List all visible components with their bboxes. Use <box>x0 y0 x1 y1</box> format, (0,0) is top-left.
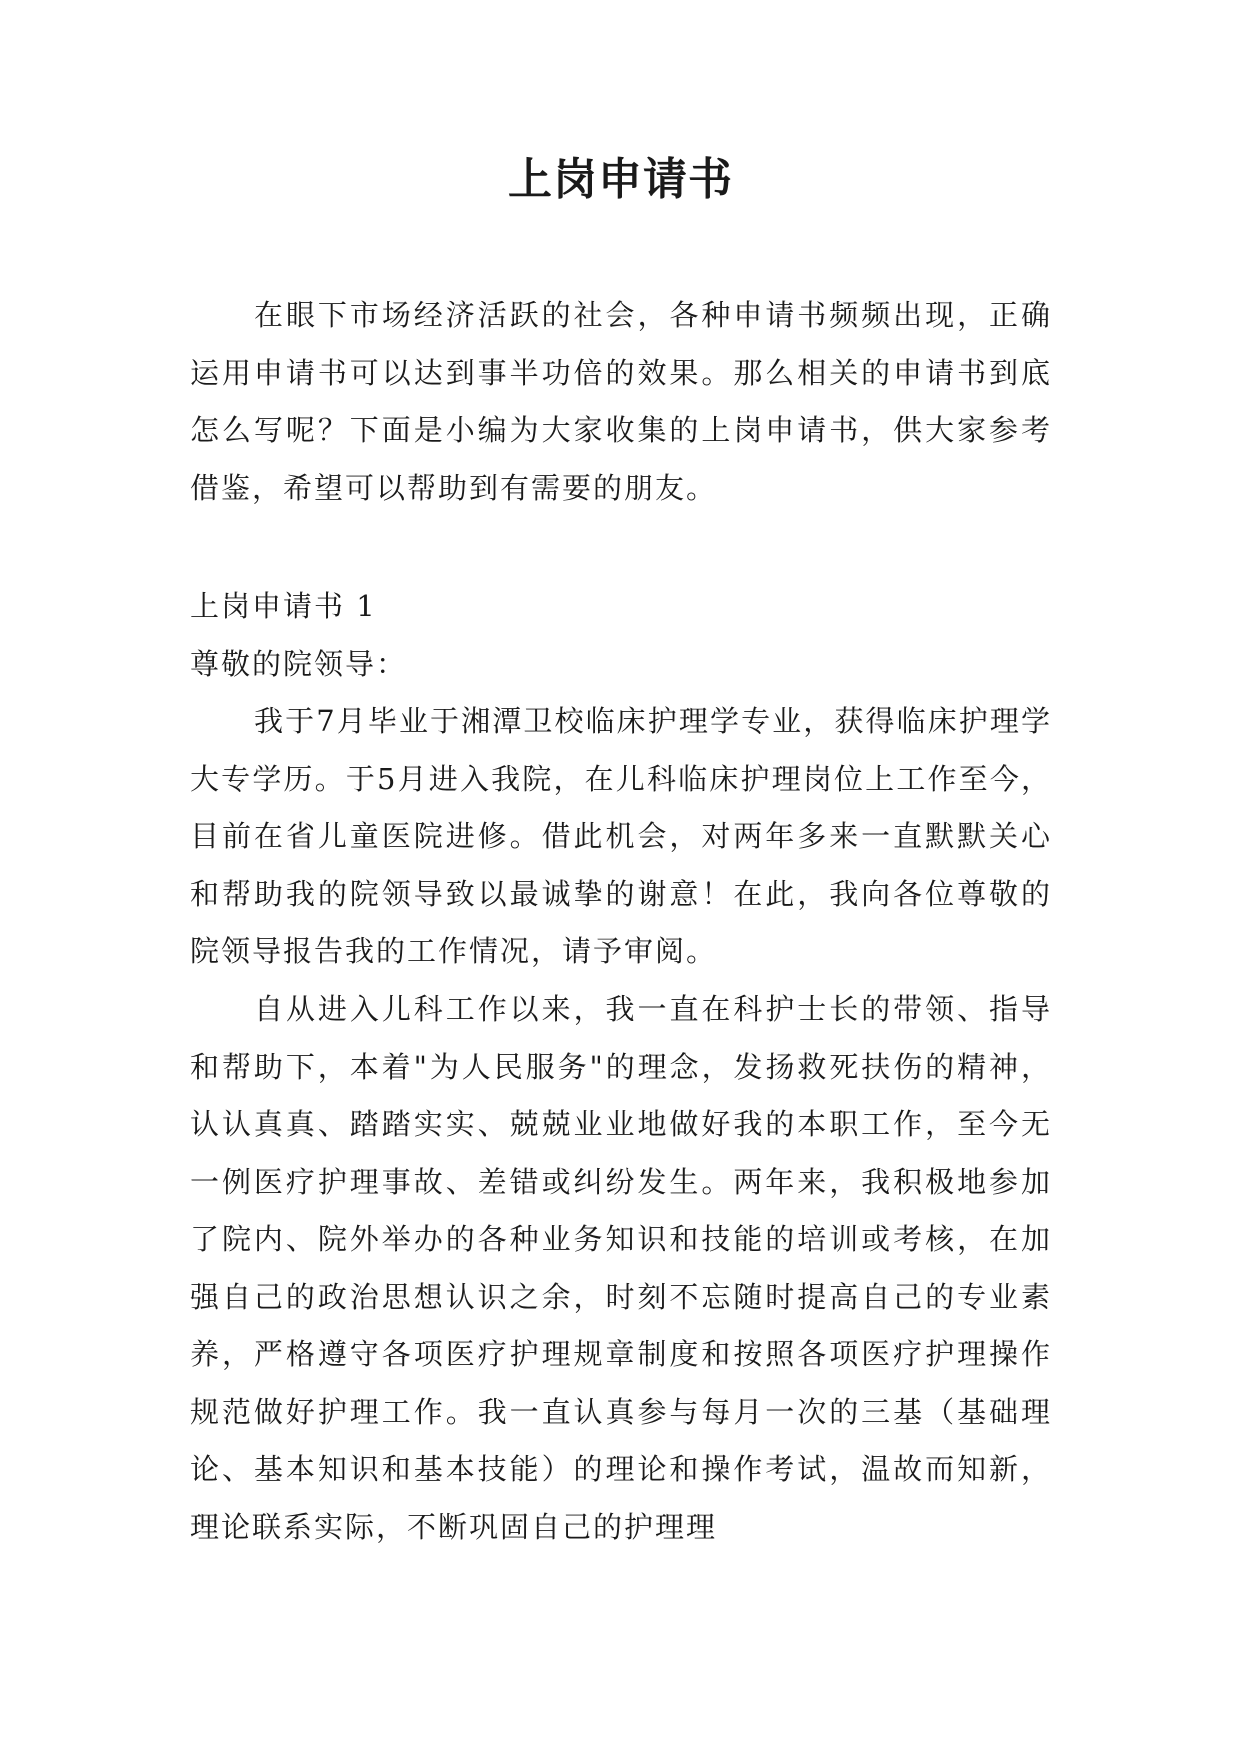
document-title: 上岗申请书 <box>508 154 733 205</box>
body-paragraph: 我于7月毕业于湘潭卫校临床护理学专业，获得临床护理学大专学历。于5月进入我院，在儿科临床护理岗位上工作至今，目前在省儿童医院进修。借此机会，对两年多来一直默默关心和帮助我的院领导致以最诚挚的谢意！在此，我向各位尊敬的院领导报告我的工作情况，请予审阅。 <box>190 704 1052 968</box>
body-paragraph: 自从进入儿科工作以来，我一直在科护士长的带领、指导和帮助下，本着"为人民服务"的理念，发扬救死扶伤的精神，认认真真、踏踏实实、兢兢业业地做好我的本职工作，至今无一例医疗护理事故、差错或纠纷发生。两年来，我积极地参加了院内、院外举办的各种业务知识和技能的培训或考核，在加强自己的政治思想认识之余，时刻不忘随时提高自己的专业素养，严格遵守各项医疗护理规章制度和按照各项医疗护理操作规范做好护理工作。我一直认真参与每月一次的三基（基础理论、基本知识和基本技能）的理论和操作考试，温故而知新，理论联系实际，不断巩固自己的护理理 <box>190 992 1052 1544</box>
intro-paragraph: 在眼下市场经济活跃的社会，各种申请书频频出现，正确运用申请书可以达到事半功倍的效果。那么相关的申请书到底怎么写呢？下面是小编为大家收集的上岗申请书，供大家参考借鉴，希望可以帮助到有需要的朋友。 <box>190 298 1052 505</box>
section-title: 上岗申请书 1 <box>190 589 377 623</box>
greeting: 尊敬的院领导： <box>190 647 408 681</box>
